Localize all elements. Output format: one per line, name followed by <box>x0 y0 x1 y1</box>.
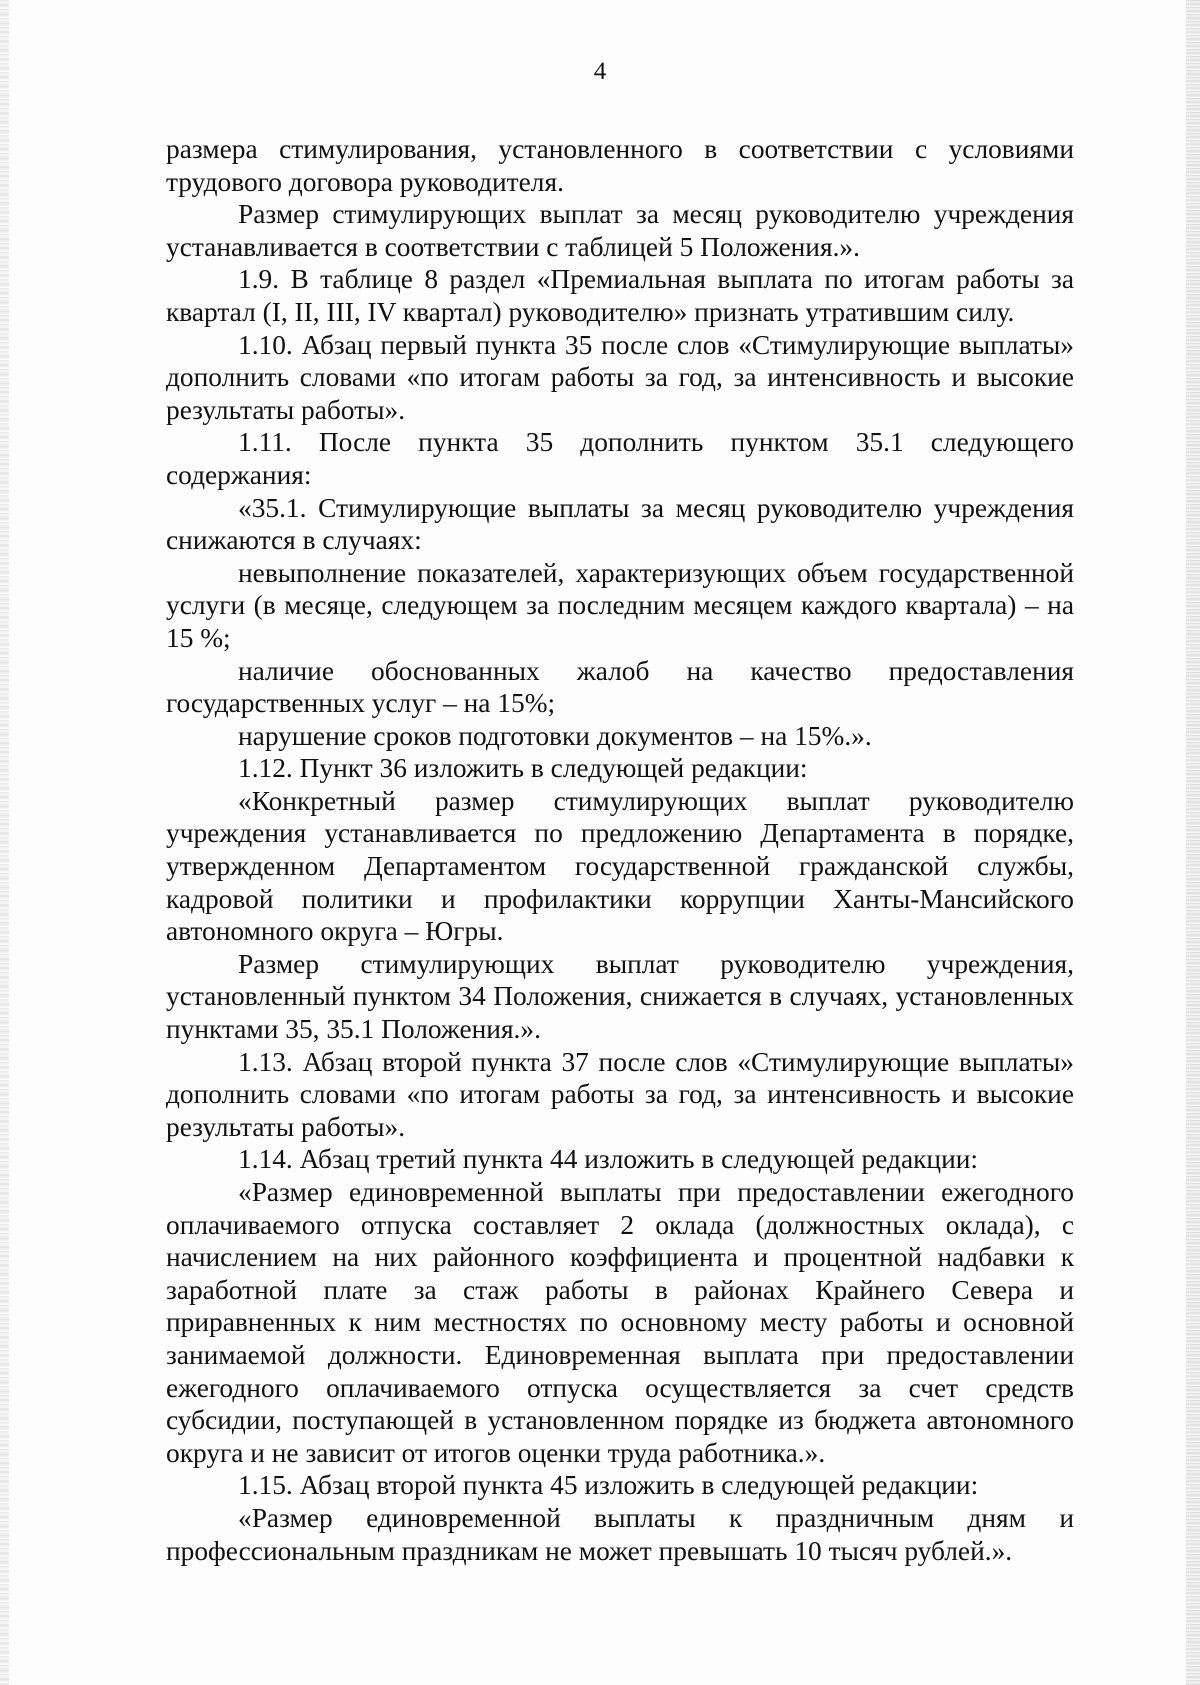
document-body <box>166 133 1074 1567</box>
paragraph: 1.13. Абзац второй пункта 37 после слов «Стимулирующие выплаты» дополнить словами «по итогам работы за год, за интенсивность и высокие результаты работы». <box>166 1046 1074 1142</box>
paragraph: Размер стимулирующих выплат за месяц руководителю учреждения устанавливается в соответствии с таблицей 5 Положения.». <box>166 199 1074 262</box>
scan-edge-right <box>1186 0 1200 1685</box>
paragraph: нарушение сроков подготовки документов – на 15%.». <box>238 720 872 751</box>
paragraph: Размер стимулирующих выплат руководителю учреждения, установленный пунктом 34 Положения, снижается в случаях, установленных пунктами 35, 35.1 Положения.». <box>166 948 1074 1045</box>
paragraph: 1.12. Пункт 36 изложить в следующей редакции: <box>238 753 808 784</box>
paragraph: «Размер единовременной выплаты к праздничным дням и профессиональным праздникам не может превышать 10 тысяч рублей.». <box>166 1502 1074 1566</box>
paragraph: 1.11. После пункта 35 дополнить пунктом 35.1 следующего содержания: <box>166 427 1074 490</box>
paragraph: 1.10. Абзац первый пункта 35 после слов «Стимулирующие выплаты» дополнить словами «по итогам работы за год, за интенсивность и высокие результаты работы». <box>166 329 1074 425</box>
paragraph: 1.14. Абзац третий пункта 44 изложить в следующей редакции: <box>238 1144 979 1175</box>
scan-edge-left <box>0 0 9 1685</box>
paragraph: 1.9. В таблице 8 раздел «Премиальная выплата по итогам работы за квартал (I, II, III, IV квартал) руководителю» признать утратившим силу. <box>166 264 1074 327</box>
paragraph: невыполнение показателей, характеризующих объем государственной услуги (в месяце, следующем за последним месяцем каждого квартала) – на 15 %; <box>166 557 1074 653</box>
paragraph: наличие обоснованных жалоб на качество предоставления государственных услуг – на 15%; <box>166 655 1074 719</box>
page-number: 4 <box>593 58 607 85</box>
paragraph: «Конкретный размер стимулирующих выплат руководителю учреждения устанавливается по предложению Департамента в порядке, утвержденном Департаментом государственной гражданской службы, кадровой политики и профилактики коррупции Ханты-Мансийского автономного округа – Югры. <box>166 785 1074 947</box>
paragraph: «Размер единовременной выплаты при предоставлении ежегодного оплачиваемого отпуска составляет 2 оклада (должностных оклада), с начислением на них районного коэффициента и процентной надбавки к заработной плате за стаж работы в районах Крайнего Севера и приравненных к ним местностях по основному месту работы и основной занимаемой должности. Единовременная выплата при предоставлении ежегодного оплачиваемого отпуска осуществляется за счет средств субсидии, поступающей в установленном порядке из бюджета автономного округа и не зависит от итогов оценки труда работника.». <box>166 1177 1074 1468</box>
paragraph: размера стимулирования, установленного в соответствии с условиями трудового договора руководителя. <box>166 134 1074 197</box>
paragraph: «35.1. Стимулирующие выплаты за месяц руководителю учреждения снижаются в случаях: <box>166 492 1074 556</box>
paragraph: 1.15. Абзац второй пункта 45 изложить в следующей редакции: <box>238 1470 979 1501</box>
